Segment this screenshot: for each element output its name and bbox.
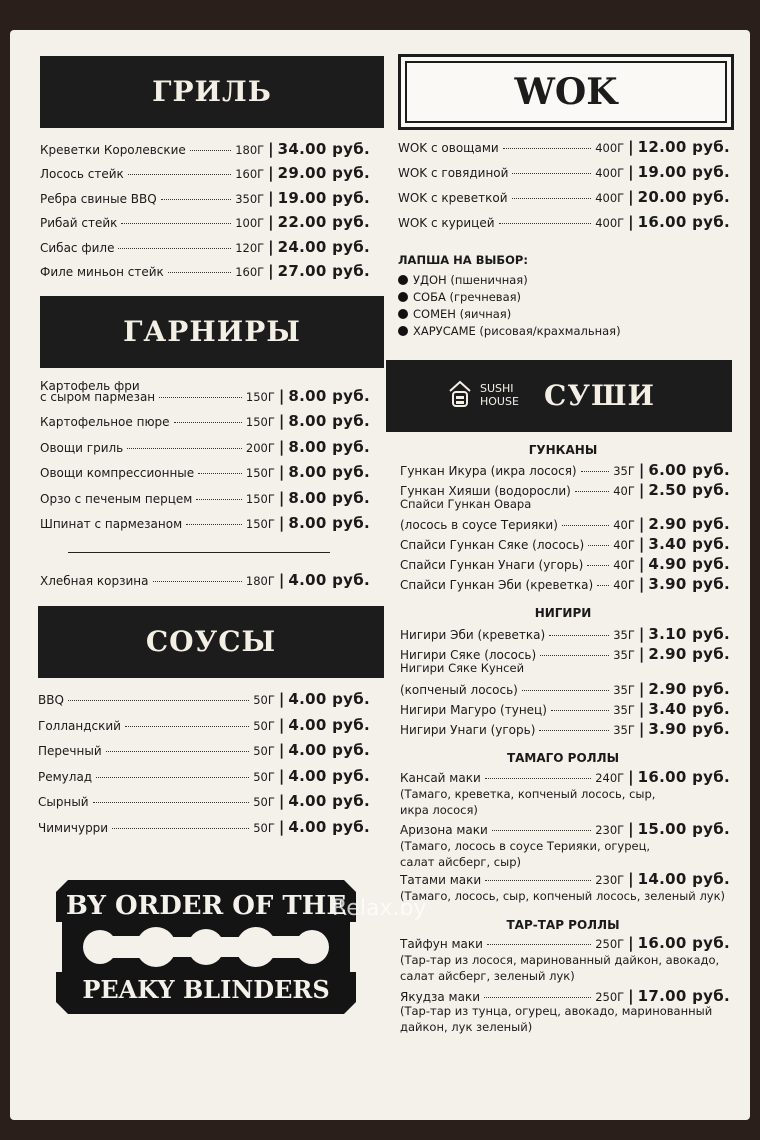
item-weight: 50Г: [253, 744, 275, 759]
menu-item-sushi: Спайси Гункан Эби (креветка) 40Г | 3.90 руб.: [400, 575, 730, 593]
menu-item-sauce: Ремулад 50Г | 4.00 руб.: [38, 766, 370, 785]
item-price: 2.90 руб.: [648, 680, 730, 698]
item-price: 29.00 руб.: [277, 164, 370, 183]
item-name: Гункан Хияши (водоросли): [400, 484, 571, 498]
item-price: 3.40 руб.: [648, 700, 730, 718]
item-weight: 150Г: [245, 390, 275, 404]
item-weight: 400Г: [595, 191, 625, 205]
menu-item-wok: WOK с креветкой 400Г | 20.00 руб.: [398, 188, 730, 206]
item-name: Овощи компрессионные: [40, 466, 195, 481]
item-weight: 100Г: [235, 216, 265, 231]
item-price: 16.00 руб.: [637, 768, 730, 786]
menu-item-roll: Тайфун маки 250Г | 16.00 руб.: [400, 934, 730, 952]
menu-item-wok: WOK с говядиной 400Г | 19.00 руб.: [398, 163, 730, 181]
item-price: 24.00 руб.: [277, 237, 370, 256]
garnish-first-line: Картофель фри: [40, 379, 140, 393]
item-name: Шпинат с пармезаном: [40, 517, 183, 531]
item-name: WOK с говядиной: [398, 166, 509, 180]
item-weight: 50Г: [253, 795, 275, 810]
item-price: 4.90 руб.: [648, 555, 730, 573]
item-weight: 400Г: [595, 166, 625, 180]
noodle-option: УДОН (пшеничная): [398, 273, 528, 287]
item-weight: 250Г: [595, 937, 625, 951]
item-name: Орзо с печеным перцем: [40, 491, 193, 506]
item-price: 3.90 руб.: [648, 575, 730, 593]
item-weight: 50Г: [253, 718, 275, 733]
razor-blade-logo: [56, 880, 356, 1014]
logo-line1: BY ORDER OF THE: [65, 891, 347, 921]
item-price: 22.00 руб.: [277, 213, 370, 232]
item-name: BBQ: [38, 693, 64, 707]
item-price: 16.00 руб.: [637, 213, 730, 231]
menu-item-roll: Кансай маки 240Г | 16.00 руб.: [400, 768, 730, 786]
menu-item-sushi: Нигири Унаги (угорь) 35Г | 3.90 руб.: [400, 720, 730, 738]
item-name-line: Спайси Гункан Овара: [400, 497, 532, 511]
item-weight: 400Г: [595, 216, 625, 230]
logo-line2: PEAKY BLINDERS: [82, 975, 330, 1004]
item-name: Спайси Гункан Унаги (угорь): [400, 558, 584, 572]
item-name: Якудза маки: [400, 990, 480, 1004]
item-price: 16.00 руб.: [637, 934, 730, 952]
item-weight: 40Г: [613, 518, 635, 532]
item-price: 2.90 руб.: [648, 645, 730, 663]
item-weight: 150Г: [245, 466, 275, 481]
item-price: 20.00 руб.: [637, 188, 730, 206]
item-price: 8.00 руб.: [288, 437, 370, 456]
item-description: (Тар-тар из тунца, огурец, авокадо, маринованный: [400, 1004, 713, 1018]
item-weight: 400Г: [595, 141, 625, 155]
item-weight: 160Г: [235, 265, 265, 279]
menu-item-grill: Ребра свиные BBQ 350Г | 19.00 руб.: [40, 188, 370, 207]
item-price: 12.00 руб.: [637, 138, 730, 156]
item-weight: 40Г: [613, 558, 635, 572]
item-price: 3.40 руб.: [648, 535, 730, 553]
item-price: 8.00 руб.: [288, 463, 370, 482]
item-weight: 40Г: [613, 484, 635, 498]
item-name: Сырный: [38, 795, 89, 810]
item-weight: 35Г: [613, 628, 635, 642]
item-price: 8.00 руб.: [288, 514, 370, 532]
item-description: икра лосося): [400, 803, 478, 817]
item-price: 4.00 руб.: [288, 818, 370, 836]
nigiri-title: НИГИРИ: [534, 606, 592, 620]
item-name: Тайфун маки: [400, 937, 483, 951]
menu-item-sushi: (лосось в соусе Терияки) 40Г | 2.90 руб.: [400, 515, 730, 533]
item-price: 14.00 руб.: [637, 870, 730, 888]
menu-item-grill: Рибай стейк 100Г | 22.00 руб.: [40, 213, 370, 232]
item-price: 17.00 руб.: [637, 987, 730, 1005]
item-price: 4.00 руб.: [288, 766, 370, 785]
item-price: 8.00 руб.: [288, 387, 370, 405]
menu-item-roll: Якудза маки 250Г | 17.00 руб.: [400, 987, 730, 1005]
item-weight: 200Г: [245, 440, 275, 455]
item-name: Аризона маки: [400, 823, 488, 837]
menu-item-roll: Аризона маки 230Г | 15.00 руб.: [400, 820, 730, 838]
menu-item-garnish: Овощи гриль 200Г | 8.00 руб.: [40, 437, 370, 456]
item-name: Татами маки: [400, 873, 482, 887]
garnish-section-title: ГАРНИРЫ: [40, 296, 384, 368]
item-weight: 40Г: [613, 538, 635, 552]
item-name: Голландский: [38, 718, 121, 733]
item-name: Лосось стейк: [40, 167, 124, 182]
item-weight: 120Г: [235, 240, 265, 255]
tamago-title: ТАМАГО РОЛЛЫ: [506, 751, 620, 765]
item-weight: 350Г: [235, 191, 265, 206]
item-description: салат айсберг, зеленый лук): [400, 969, 575, 983]
item-weight: 35Г: [613, 464, 635, 478]
item-name: WOK с курицей: [398, 216, 495, 230]
menu-item-sushi: Нигири Магуро (тунец) 35Г | 3.40 руб.: [400, 700, 730, 718]
menu-item-sushi: Спайси Гункан Унаги (угорь) 40Г | 4.90 руб.: [400, 555, 730, 573]
item-weight: 160Г: [235, 167, 265, 182]
item-name: Нигири Сяке (лосось): [400, 648, 537, 662]
item-weight: 50Г: [253, 821, 275, 835]
menu-item-wok: WOK с овощами 400Г | 12.00 руб.: [398, 138, 730, 156]
item-name: Нигири Унаги (угорь): [400, 723, 536, 737]
noodle-option: ХАРУСАМЕ (рисовая/крахмальная): [398, 324, 621, 338]
item-weight: 35Г: [613, 703, 635, 717]
menu-item-grill: Филе миньон стейк 160Г | 27.00 руб.: [40, 262, 370, 280]
item-weight: 180Г: [235, 143, 265, 157]
item-weight: 40Г: [613, 578, 635, 592]
wok-section-title: WOK: [398, 54, 734, 130]
item-weight: 50Г: [253, 693, 275, 707]
menu-item-sushi: Гункан Икура (икра лосося) 35Г | 6.00 руб.: [400, 461, 730, 479]
menu-item-sauce: Перечный 50Г | 4.00 руб.: [38, 741, 370, 760]
bullet-icon: [398, 326, 408, 336]
item-description: дайкон, лук зеленый): [400, 1020, 533, 1034]
menu-item-sauce: Голландский 50Г | 4.00 руб.: [38, 715, 370, 734]
menu-item-garnish: Овощи компрессионные 150Г | 8.00 руб.: [40, 463, 370, 482]
gunkan-title: ГУНКАНЫ: [528, 443, 598, 457]
item-weight: 35Г: [613, 683, 635, 697]
item-price: 19.00 руб.: [277, 188, 370, 207]
item-description: (Тар-тар из лосося, маринованный дайкон, авокадо,: [400, 953, 720, 967]
item-name: Перечный: [38, 744, 102, 759]
menu-item-garnish: с сыром пармезан 150Г | 8.00 руб.: [40, 387, 370, 405]
menu-item-grill: Лосось стейк 160Г | 29.00 руб.: [40, 164, 370, 183]
item-name: Овощи гриль: [40, 440, 124, 455]
item-weight: 150Г: [245, 491, 275, 506]
item-name: WOK с креветкой: [398, 191, 508, 205]
item-price: 2.50 руб.: [648, 481, 730, 499]
item-name: Спайси Гункан Сяке (лосось): [400, 538, 585, 552]
sushi-house-icon: [448, 379, 472, 409]
menu-item-wok: WOK с курицей 400Г | 16.00 руб.: [398, 213, 730, 231]
item-price: 27.00 руб.: [277, 262, 370, 280]
item-name: Ребра свиные BBQ: [40, 191, 157, 206]
item-weight: 230Г: [595, 873, 625, 887]
sushi-brand: SUSHI HOUSE: [480, 382, 519, 408]
item-name: с сыром пармезан: [40, 390, 156, 404]
item-name: Чимичурри: [38, 821, 109, 835]
sushi-title: СУШИ: [544, 379, 655, 412]
item-price: 3.10 руб.: [648, 625, 730, 643]
item-description: (Тамаго, лосось, сыр, копченый лосось, зеленый лук): [400, 889, 726, 903]
item-weight: 35Г: [613, 648, 635, 662]
menu-item-garnish: Шпинат с пармезаном 150Г | 8.00 руб.: [40, 514, 370, 532]
item-name: Нигири Магуро (тунец): [400, 703, 547, 717]
noodle-option: СОБА (гречневая): [398, 290, 521, 304]
item-price: 4.00 руб.: [288, 715, 370, 734]
menu-item-bread: Хлебная корзина 180Г | 4.00 руб.: [40, 571, 370, 589]
item-name-line: Нигири Сяке Кунсей: [400, 661, 525, 675]
menu-item-sushi: Нигири Сяке (лосось) 35Г | 2.90 руб.: [400, 645, 730, 663]
item-name: Креветки Королевские: [40, 143, 186, 157]
item-price: 6.00 руб.: [648, 461, 730, 479]
item-price: 8.00 руб.: [288, 412, 370, 431]
menu-item-grill: Сибас филе 120Г | 24.00 руб.: [40, 237, 370, 256]
noodles-title: ЛАПША НА ВЫБОР:: [398, 253, 528, 267]
item-weight: 150Г: [245, 415, 275, 430]
item-weight: 250Г: [595, 990, 625, 1004]
grill-section-title: ГРИЛЬ: [40, 56, 384, 128]
menu-item-garnish: Картофельное пюре 150Г | 8.00 руб.: [40, 412, 370, 431]
item-price: 4.00 руб.: [288, 741, 370, 760]
item-description: (Тамаго, креветка, копченый лосось, сыр,: [400, 787, 656, 801]
item-price: 3.90 руб.: [648, 720, 730, 738]
menu-item-sauce: Чимичурри 50Г | 4.00 руб.: [38, 818, 370, 836]
item-price: 8.00 руб.: [288, 488, 370, 507]
menu-item-sushi: Спайси Гункан Сяке (лосось) 40Г | 3.40 руб.: [400, 535, 730, 553]
sushi-section-title-bar: [386, 360, 732, 432]
item-name: (копченый лосось): [400, 683, 518, 697]
item-name: Картофельное пюре: [40, 415, 170, 430]
item-name: Нигири Эби (креветка): [400, 628, 546, 642]
item-weight: 240Г: [595, 771, 625, 785]
item-name: Рибай стейк: [40, 216, 118, 231]
item-name: Филе миньон стейк: [40, 265, 164, 279]
item-price: 15.00 руб.: [637, 820, 730, 838]
noodle-option: СОМЕН (яичная): [398, 307, 511, 321]
bullet-icon: [398, 292, 408, 302]
menu-item-roll: Татами маки 230Г | 14.00 руб.: [400, 870, 730, 888]
item-price: 2.90 руб.: [648, 515, 730, 533]
menu-item-sushi: (копченый лосось) 35Г | 2.90 руб.: [400, 680, 730, 698]
item-name: Гункан Икура (икра лосося): [400, 464, 577, 478]
item-weight: 150Г: [245, 517, 275, 531]
menu-item-sauce: Сырный 50Г | 4.00 руб.: [38, 792, 370, 811]
item-price: 4.00 руб.: [288, 690, 370, 708]
bullet-icon: [398, 309, 408, 319]
item-name: WOK с овощами: [398, 141, 499, 155]
item-name: Ремулад: [38, 769, 93, 784]
item-name: Сибас филе: [40, 240, 115, 255]
watermark: Relax.by: [332, 896, 427, 921]
tartar-title: ТАР-ТАР РОЛЛЫ: [506, 918, 620, 932]
item-description: (Тамаго, лосось в соусе Терияки, огурец,: [400, 839, 651, 853]
item-price: 19.00 руб.: [637, 163, 730, 181]
item-name: Кансай маки: [400, 771, 481, 785]
divider: [68, 552, 330, 553]
menu-item-sushi: Гункан Хияши (водоросли) 40Г | 2.50 руб.: [400, 481, 730, 499]
item-name: Спайси Гункан Эби (креветка): [400, 578, 594, 592]
item-weight: 230Г: [595, 823, 625, 837]
menu-item-sauce: BBQ 50Г | 4.00 руб.: [38, 690, 370, 708]
item-name: (лосось в соусе Терияки): [400, 518, 558, 532]
item-price: 4.00 руб.: [288, 792, 370, 811]
menu-item-grill: Креветки Королевские 180Г | 34.00 руб.: [40, 140, 370, 158]
bullet-icon: [398, 275, 408, 285]
item-price: 34.00 руб.: [277, 140, 370, 158]
item-weight: 35Г: [613, 723, 635, 737]
menu-item-garnish: Орзо с печеным перцем 150Г | 8.00 руб.: [40, 488, 370, 507]
menu-item-sushi: Нигири Эби (креветка) 35Г | 3.10 руб.: [400, 625, 730, 643]
item-description: салат айсберг, сыр): [400, 855, 521, 869]
item-weight: 50Г: [253, 769, 275, 784]
sauces-section-title: СОУСЫ: [38, 606, 384, 678]
